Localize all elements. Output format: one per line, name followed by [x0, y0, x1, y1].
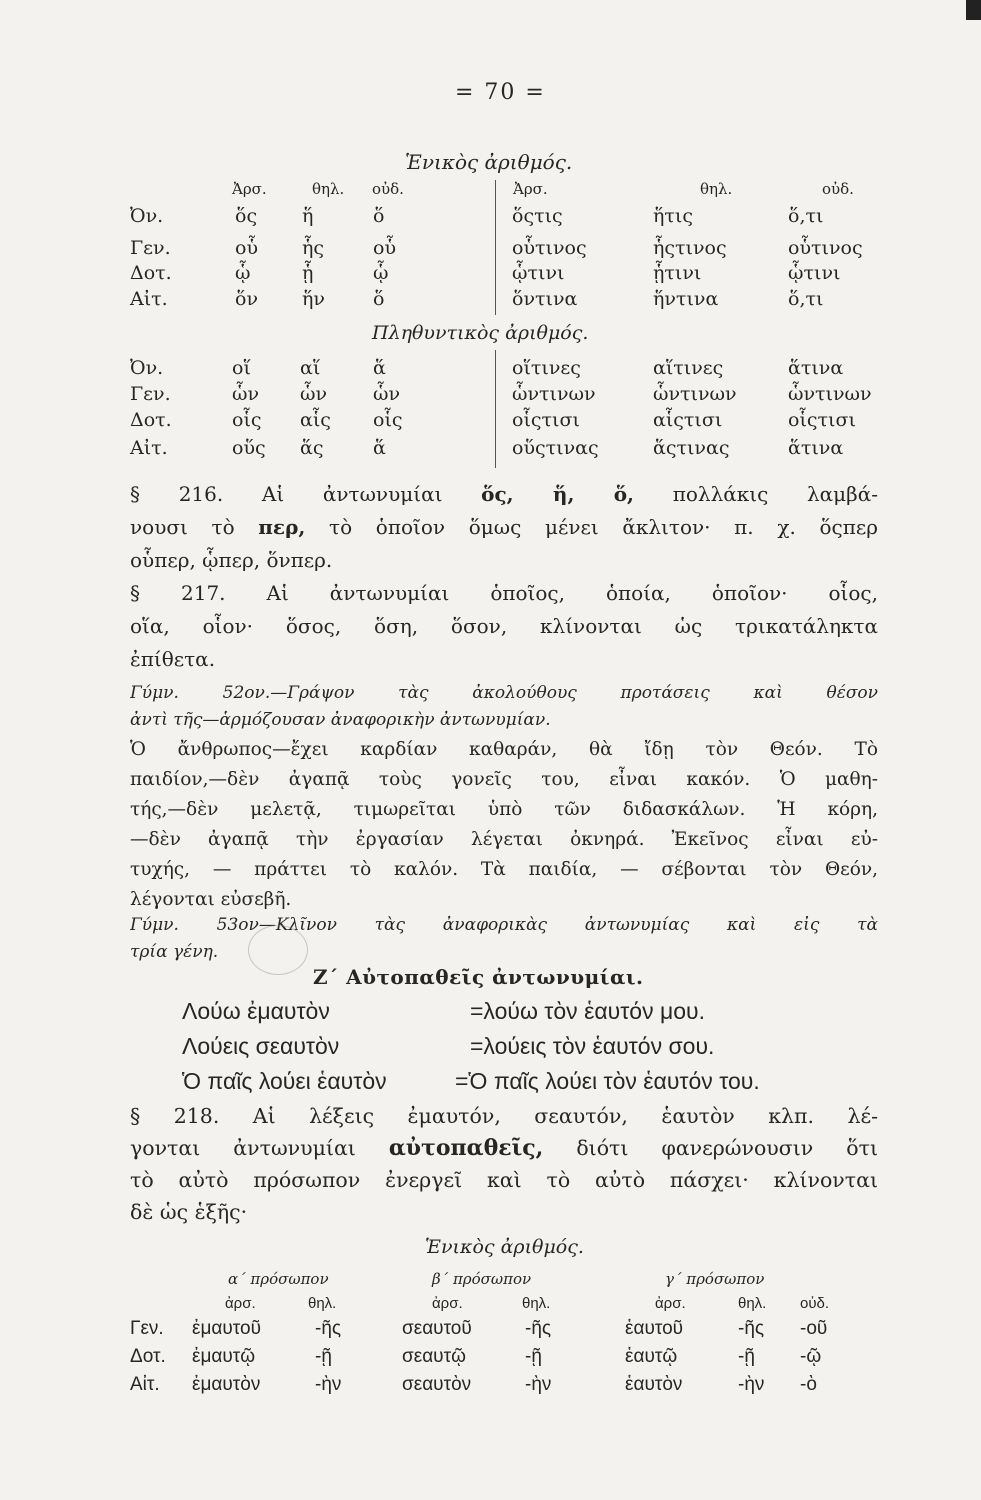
case-label: Γεν.	[130, 383, 171, 405]
text-line: παιδίον,—δὲν ἀγαπᾷ τοὺς γονεῖς του, εἶναι κακόν. Ὁ μαθη-	[130, 769, 878, 790]
case-label: Ὀν.	[130, 357, 164, 379]
table-cell: οἷς	[232, 409, 262, 431]
table-cell: ἅςτινας	[653, 437, 730, 459]
table-cell: -οῦ	[800, 1318, 828, 1339]
case-label: Αἰτ.	[130, 1374, 160, 1395]
text-line: —δὲν ἀγαπᾷ τὴν ἐργασίαν λέγεται ὀκνηρά. Ἐκεῖνος εἶναι εὐ-	[130, 829, 878, 850]
gender-header: Ἀρσ.	[232, 180, 267, 198]
table-cell: αἵ	[300, 357, 321, 379]
text-line: § 216. Αἱ ἀντωνυμίαι ὅς, ἥ, ὅ, πολλάκις λαμβά-	[130, 482, 878, 506]
text-line: ἐπίθετα.	[130, 647, 216, 671]
table-cell: αἷς	[300, 409, 331, 431]
table-cell: ἑαυτοῦ	[625, 1318, 684, 1339]
table-cell: οἷςτισι	[512, 409, 580, 431]
table-cell: ὅ	[373, 205, 385, 227]
table-cell: -ῇ	[525, 1346, 542, 1367]
table-cell: ἑαυτῷ	[625, 1346, 678, 1367]
table-cell: ἧςτινος	[653, 237, 727, 259]
table-cell: ἑαυτὸν	[625, 1374, 683, 1395]
table-cell: ᾗτινι	[653, 262, 702, 284]
text-line: § 217. Αἱ ἀντωνυμίαι ὁποῖος, ὁποία, ὁποῖον· οἷος,	[130, 581, 878, 605]
gender-header: οὐδ.	[800, 1295, 830, 1312]
table-cell: ὅ,τι	[788, 288, 824, 310]
singular-heading: Ἑνικὸς ἀριθμός.	[405, 150, 573, 174]
table-cell: σεαυτῷ	[402, 1346, 466, 1367]
text-line: ἀντὶ τῆς—ἁρμόζουσαν ἀναφορικὴν ἀντωνυμίαν.	[130, 710, 551, 730]
table-cell: ὧντινων	[512, 383, 596, 405]
table-cell: ἅτινα	[788, 357, 844, 379]
case-label: Γεν.	[130, 1318, 164, 1339]
table-cell: ᾧ	[235, 262, 251, 284]
text-line: τρία γένη.	[130, 942, 219, 962]
table-cell: σεαυτὸν	[402, 1374, 472, 1395]
table-cell: οἵ	[232, 357, 251, 379]
gender-header: θηλ.	[522, 1295, 551, 1312]
table-cell: ἅς	[300, 437, 324, 459]
table-cell: ὅ	[373, 288, 385, 310]
text-line: Ὁ ἄνθρωπος—ἔχει καρδίαν καθαράν, θὰ ἴδῃ τὸν Θεόν. Τὸ	[130, 739, 878, 760]
table-cell: ὅς	[235, 205, 258, 227]
table-cell: -ῇ	[315, 1346, 332, 1367]
table-cell: -ὸ	[800, 1374, 817, 1395]
table-cell: ἥν	[302, 288, 325, 310]
text-line: δὲ ὡς ἑξῆς·	[130, 1200, 248, 1224]
example-left: Λούεις σεαυτὸν	[182, 1033, 340, 1059]
table-cell: οὕς	[232, 437, 266, 459]
table-cell: οὗ	[373, 237, 396, 259]
text-line: τής,—δὲν μελετᾷ, τιμωρεῖται ὑπὸ τῶν διδασκάλων. Ἡ κόρη,	[130, 799, 878, 820]
table-cell: ἥ	[302, 205, 314, 227]
example-right: =Ὁ παῖς λούει τὸν ἑαυτόν του.	[455, 1068, 760, 1094]
text-line: γονται ἀντωνυμίαι αὐτοπαθεῖς, διότι φανερώνουσιν ὅτι	[130, 1135, 878, 1161]
person-header: α΄ πρόσωπον	[228, 1270, 329, 1288]
table-cell: ὅν	[235, 288, 258, 310]
table-cell: ὧν	[232, 383, 260, 405]
table-cell: ᾧτινι	[512, 262, 565, 284]
table-cell: ὧντινων	[653, 383, 737, 405]
table-cell: ὅντινα	[512, 288, 578, 310]
table-cell: οὗτινος	[788, 237, 863, 259]
text-line: τυχής, — πράττει τὸ καλόν. Τὰ παιδία, — σέβονται τὸν Θεόν,	[130, 859, 878, 880]
person-header: β΄ πρόσωπον	[432, 1270, 532, 1288]
table-cell: -ῷ	[800, 1346, 822, 1367]
case-label: Δοτ.	[130, 1346, 166, 1367]
table-cell: -ὴν	[315, 1374, 342, 1395]
gender-header: Ἀρσ.	[513, 180, 548, 198]
gender-header: θηλ.	[700, 180, 733, 198]
bold-pronouns: ὅς, ἥ, ὅ,	[481, 482, 635, 506]
section-heading: Ζ΄ Αὐτοπαθεῖς ἀντωνυμίαι.	[313, 965, 644, 989]
case-label: Αἰτ.	[130, 437, 168, 459]
case-label: Γεν.	[130, 237, 171, 259]
gender-header: ἀρσ.	[432, 1295, 463, 1312]
table-cell: -ῆς	[525, 1318, 552, 1339]
table-cell: ᾗ	[302, 262, 314, 284]
text-line: Γύμν. 52ον.—Γράψον τὰς ἀκολούθους προτάσεις καὶ θέσον	[130, 683, 878, 703]
bold-per: περ,	[258, 515, 306, 539]
plural-heading: Πληθυντικὸς ἀριθμός.	[372, 322, 589, 344]
table-cell: οὗ	[235, 237, 258, 259]
text-line: νουσι τὸ περ, τὸ ὁποῖον ὅμως μένει ἄκλιτον· π. χ. ὅςπερ	[130, 515, 878, 539]
table-cell: ὧντινων	[788, 383, 872, 405]
page-number: = 70 =	[455, 80, 546, 105]
gender-header: ἀρσ.	[225, 1295, 256, 1312]
table-cell: ὅςτις	[512, 205, 563, 227]
table-cell: οὕςτινας	[512, 437, 599, 459]
table-cell: ᾧ	[373, 262, 389, 284]
example-right: =λούεις τὸν ἑαυτόν σου.	[470, 1033, 715, 1059]
table-cell: αἷςτισι	[653, 409, 723, 431]
table-cell: ἥτις	[653, 205, 693, 227]
text-line: Γύμν. 53ον—Κλῖνον τὰς ἀναφορικὰς ἀντωνυμίας καὶ εἰς τὰ	[130, 915, 878, 935]
person-header: γ΄ πρόσωπον	[665, 1270, 765, 1288]
gender-header: ἀρσ.	[655, 1295, 686, 1312]
table-cell: ὧν	[300, 383, 328, 405]
table-cell: οἷς	[373, 409, 403, 431]
gender-header: οὐδ.	[822, 180, 854, 198]
example-right: =λούω τὸν ἑαυτόν μου.	[470, 998, 705, 1024]
table-cell: -ὴν	[738, 1374, 765, 1395]
table-cell: ἥντινα	[653, 288, 719, 310]
text-line: § 218. Αἱ λέξεις ἐμαυτόν, σεαυτόν, ἑαυτὸν κλπ. λέ-	[130, 1104, 878, 1128]
table-cell: αἵτινες	[653, 357, 724, 379]
table-cell: ὅ,τι	[788, 205, 824, 227]
table-cell: ἐμαυτοῦ	[192, 1318, 261, 1339]
text-line: οἵα, οἷον· ὅσος, ὅση, ὅσον, κλίνονται ὡς τρικατάληκτα	[130, 614, 878, 638]
table-cell: ὧν	[373, 383, 401, 405]
table-cell: ἐμαυτὸν	[192, 1374, 261, 1395]
table-cell: -ῆς	[315, 1318, 342, 1339]
table-cell: οἷςτισι	[788, 409, 856, 431]
table-cell: ἅ	[373, 437, 386, 459]
text-line: τὸ αὐτὸ πρόσωπον ἐνεργεῖ καὶ τὸ αὐτὸ πάσχει· κλίνονται	[130, 1168, 878, 1192]
table-cell: -ῇ	[738, 1346, 755, 1367]
case-label: Δοτ.	[130, 409, 172, 431]
table-cell: -ῆς	[738, 1318, 765, 1339]
table-cell: ἅ	[373, 357, 386, 379]
gender-header: θηλ.	[308, 1295, 337, 1312]
case-label: Ὀν.	[130, 205, 164, 227]
table-cell: οἵτινες	[512, 357, 581, 379]
text-line: λέγονται εὐσεβῆ.	[130, 889, 292, 910]
table-cell: ἧς	[302, 237, 325, 259]
table-cell: ἅτινα	[788, 437, 844, 459]
example-left: Ὁ παῖς λούει ἑαυτὸν	[182, 1068, 387, 1094]
gender-header: θηλ.	[738, 1295, 767, 1312]
table-cell: σεαυτοῦ	[402, 1318, 472, 1339]
table-cell: ἐμαυτῷ	[192, 1346, 256, 1367]
table-cell: -ὴν	[525, 1374, 552, 1395]
case-label: Αἰτ.	[130, 288, 168, 310]
table2-heading: Ἑνικὸς ἀριθμός.	[425, 1236, 584, 1258]
example-left: Λούω ἐμαυτὸν	[182, 998, 330, 1024]
gender-header: οὐδ.	[372, 180, 404, 198]
text-line: οὗπερ, ᾧπερ, ὅνπερ.	[130, 548, 333, 572]
case-label: Δοτ.	[130, 262, 172, 284]
gender-header: θηλ.	[312, 180, 345, 198]
table-cell: ᾧτινι	[788, 262, 841, 284]
table-cell: οὗτινος	[512, 237, 587, 259]
bold-autopatheis: αὐτοπαθεῖς,	[388, 1135, 544, 1161]
